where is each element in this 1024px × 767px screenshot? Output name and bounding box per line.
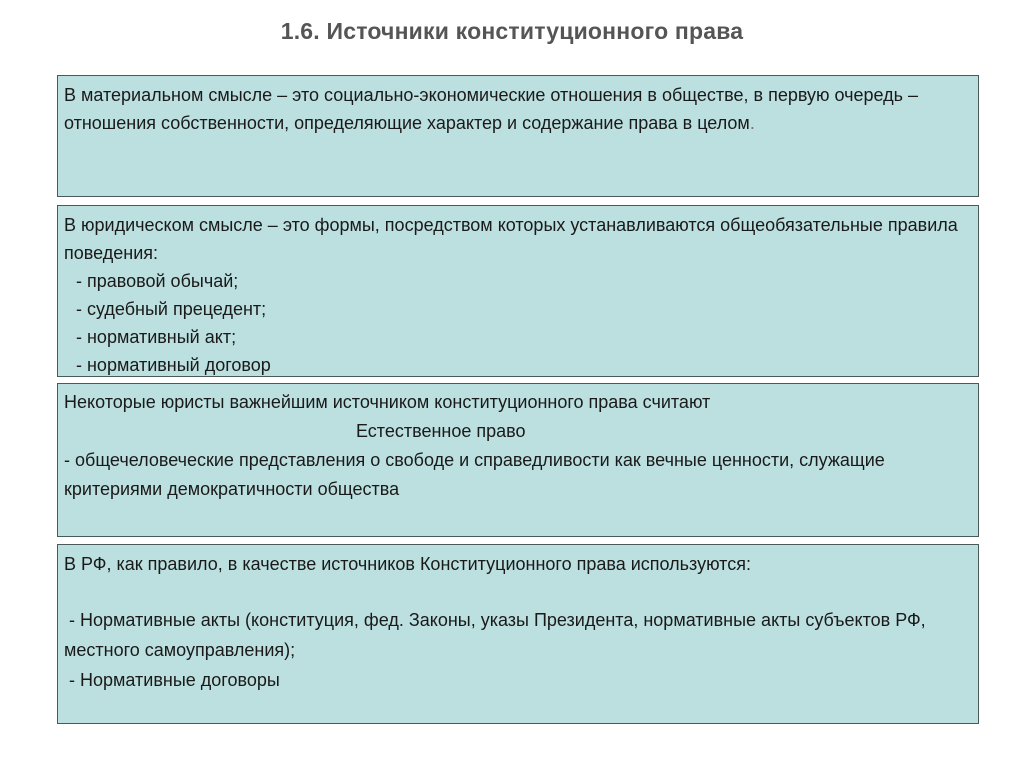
legal-form-item: - судебный прецедент; xyxy=(76,299,267,319)
legal-form-item: - нормативный акт; xyxy=(76,327,237,347)
legal-sense-box xyxy=(57,205,979,377)
material-sense-text xyxy=(64,81,972,137)
slide-title: 1.6. Источники конституционного права xyxy=(280,18,744,44)
rf-sources-item-normative-acts: - Нормативные акты (конституция, фед. Законы, указы Президента, нормативные акты субъектов РФ, местного самоуправления); xyxy=(64,610,931,660)
material-sense-box xyxy=(57,75,979,197)
rf-sources-item-normative-contracts: - Нормативные договоры xyxy=(64,670,280,690)
natural-law-box xyxy=(57,383,979,537)
rf-sources-intro: В РФ, как правило, в качестве источников Конституционного права используются: xyxy=(64,554,751,574)
spacer xyxy=(64,579,972,605)
natural-law-text: - общечеловеческие представления о свободе и справедливости как вечные ценности, служащие критериями демократичности общества xyxy=(64,450,885,499)
material-sense-body: В материальном смысле – это социально-экономические отношения в обществе, в первую очередь – отношения собственности, определяющие характер и содержание права в целом xyxy=(64,85,919,133)
rf-sources-box xyxy=(57,544,979,724)
legal-form-item: - нормативный договор xyxy=(76,355,271,375)
legal-sense-intro: В юридическом смысле – это формы, посредством которых устанавливаются общеобязательные правила поведения: xyxy=(64,215,958,263)
material-sense-period: . xyxy=(749,113,755,133)
natural-law-heading: Естественное право xyxy=(356,421,526,441)
legal-form-item: - правовой обычай; xyxy=(76,271,239,291)
natural-law-intro: Некоторые юристы важнейшим источником конституционного права считают xyxy=(64,392,711,412)
